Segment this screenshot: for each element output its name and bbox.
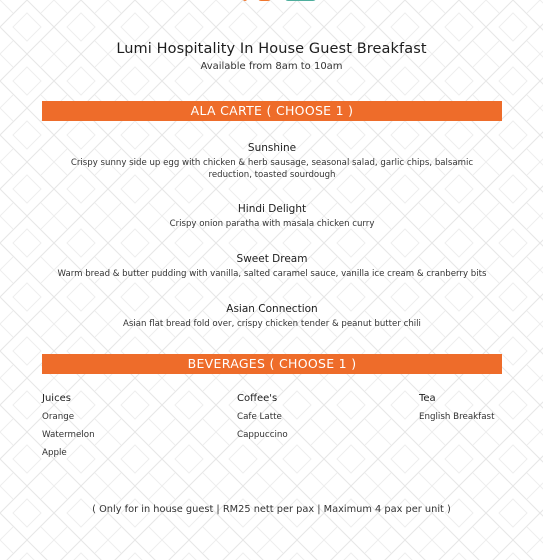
menu-item-description: Warm bread & butter pudding with vanilla, salted caramel sauce, vanilla ice cream & cranberry bits	[57, 269, 487, 279]
menu-item-sweet-dream	[42, 253, 502, 280]
beverage-item: Apple	[42, 448, 67, 458]
menu-item-description: Asian flat bread fold over, crispy chicken tender & peanut butter chili	[123, 319, 421, 329]
beverage-item: English Breakfast	[419, 412, 495, 422]
menu-item-name: Sunshine	[247, 142, 297, 154]
page-subtitle: Available from 8am to 10am	[200, 61, 343, 72]
menu-item-sunshine	[42, 142, 502, 181]
beverage-item: Cappuccino	[237, 430, 288, 440]
beverage-column-juices	[42, 393, 95, 466]
beverage-column-title: Juices	[42, 393, 71, 404]
menu-item-description: Crispy onion paratha with masala chicken curry	[169, 219, 375, 229]
beverages-banner: BEVERAGES ( CHOOSE 1 )	[42, 354, 502, 374]
beverage-column-title: Tea	[419, 393, 436, 404]
beverage-column-coffees	[237, 393, 288, 448]
beverage-item: Cafe Latte	[237, 412, 282, 422]
menu-item-name: Sweet Dream	[236, 253, 308, 265]
ala-carte-banner: ALA CARTE ( CHOOSE 1 )	[42, 101, 502, 121]
menu-item-asian-connection	[42, 303, 502, 330]
menu-item-name: Hindi Delight	[237, 203, 307, 215]
menu-item-description: Crispy sunny side up egg with chicken & herb sausage, seasonal salad, garlic chips, balsamic reduction, toasted sourdough	[70, 158, 474, 180]
beverage-item: Orange	[42, 412, 75, 422]
beverage-item: Watermelon	[42, 430, 95, 440]
menu-item-name: Asian Connection	[226, 303, 318, 315]
brand-logo	[243, 0, 313, 2]
menu-item-hindi-delight	[42, 203, 502, 230]
pricing-note: ( Only for in house guest | RM25 nett per pax | Maximum 4 pax per unit )	[92, 504, 451, 515]
beverage-column-title: Coffee's	[237, 393, 278, 404]
beverage-column-tea	[419, 393, 495, 430]
page-title: Lumi Hospitality In House Guest Breakfast	[116, 41, 427, 57]
